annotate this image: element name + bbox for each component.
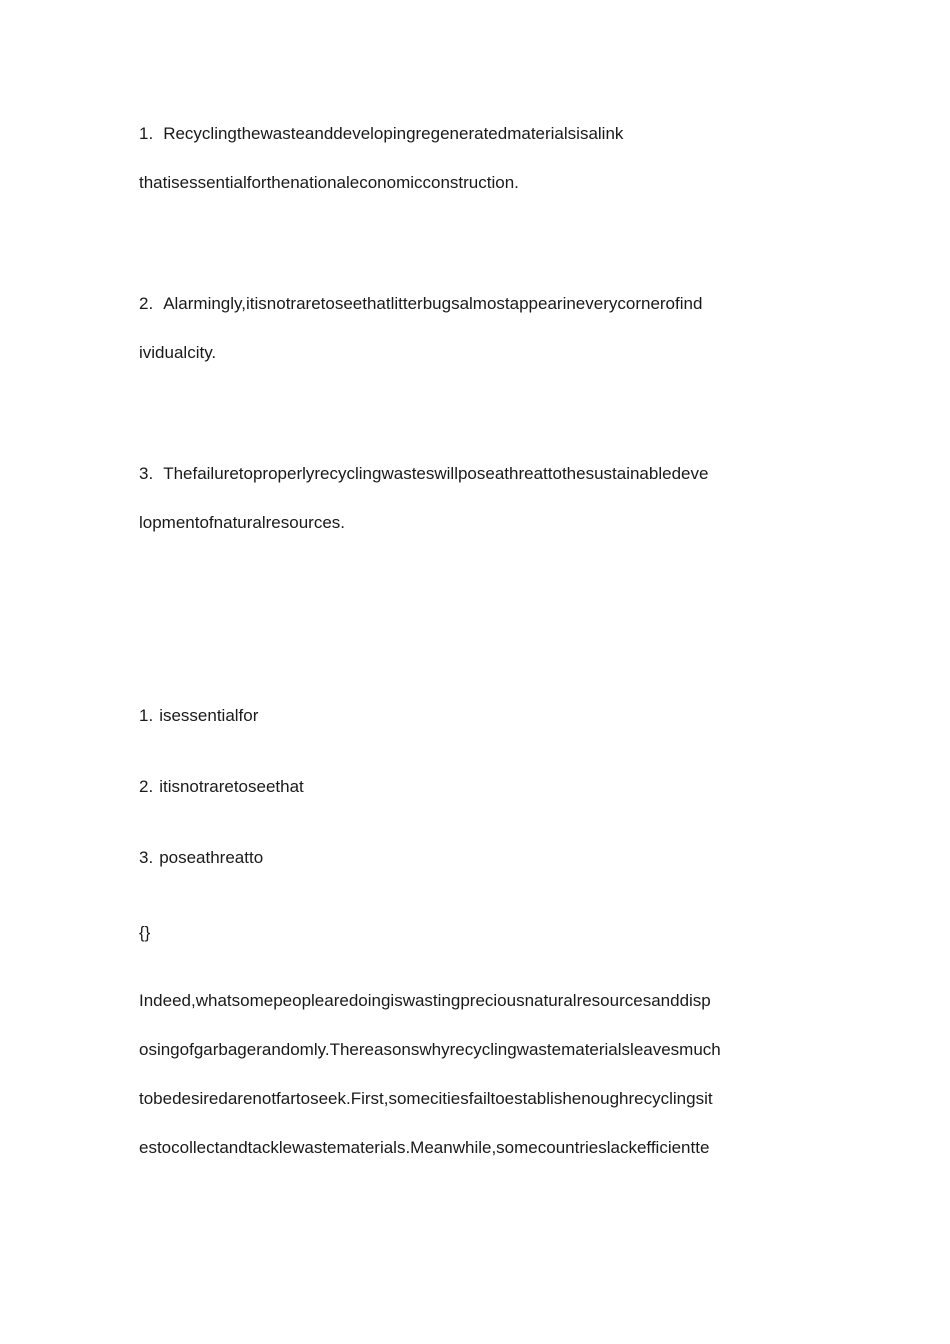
sentence-1-number: 1. [139, 124, 154, 143]
paragraph-line-3: tobedesiredarenotfartoseek.First,somecitiesfailtoestablishenoughrecyclingsit [139, 1089, 713, 1108]
phrase-2-text: itisnotraretoseethat [159, 777, 304, 796]
phrase-item-2 [139, 776, 304, 798]
sentence-2-line-2: ividualcity. [139, 343, 217, 362]
sentence-2-number: 2. [139, 294, 154, 313]
phrase-item-1 [139, 705, 258, 727]
sentence-2-line-1 [139, 293, 702, 315]
phrase-item-3 [139, 847, 263, 869]
paragraph-line-4: estocollectandtacklewastematerials.Meanwhile,somecountrieslackefficientte [139, 1138, 710, 1157]
sentence-3-text: Thefailuretoproperlyrecyclingwasteswillposeathreattothesustainabledeve [163, 464, 709, 483]
sentence-2-text: Alarmingly,itisnotraretoseethatlitterbugsalmostappearineverycornerofind [163, 294, 703, 313]
sentence-1-line-1 [139, 123, 623, 145]
sentence-3-number: 3. [139, 464, 154, 483]
phrase-1-number: 1. [139, 706, 154, 725]
empty-braces: {} [139, 923, 151, 942]
paragraph-line-2: osingofgarbagerandomly.Thereasonswhyrecyclingwastematerialsleavesmuch [139, 1040, 721, 1059]
paragraph-line-1: Indeed,whatsomepeoplearedoingiswastingpreciousnaturalresourcesanddisp [139, 991, 711, 1010]
phrase-3-text: poseathreatto [159, 848, 264, 867]
phrase-1-text: isessentialfor [159, 706, 259, 725]
phrase-3-number: 3. [139, 848, 154, 867]
phrase-2-number: 2. [139, 777, 154, 796]
sentence-1-line-2: thatisessentialforthenationaleconomicconstruction. [139, 173, 519, 192]
sentence-1-text: Recyclingthewasteanddevelopingregeneratedmaterialsisalink [163, 124, 624, 143]
sentence-3-line-2: lopmentofnaturalresources. [139, 513, 346, 532]
sentence-3-line-1 [139, 463, 708, 485]
